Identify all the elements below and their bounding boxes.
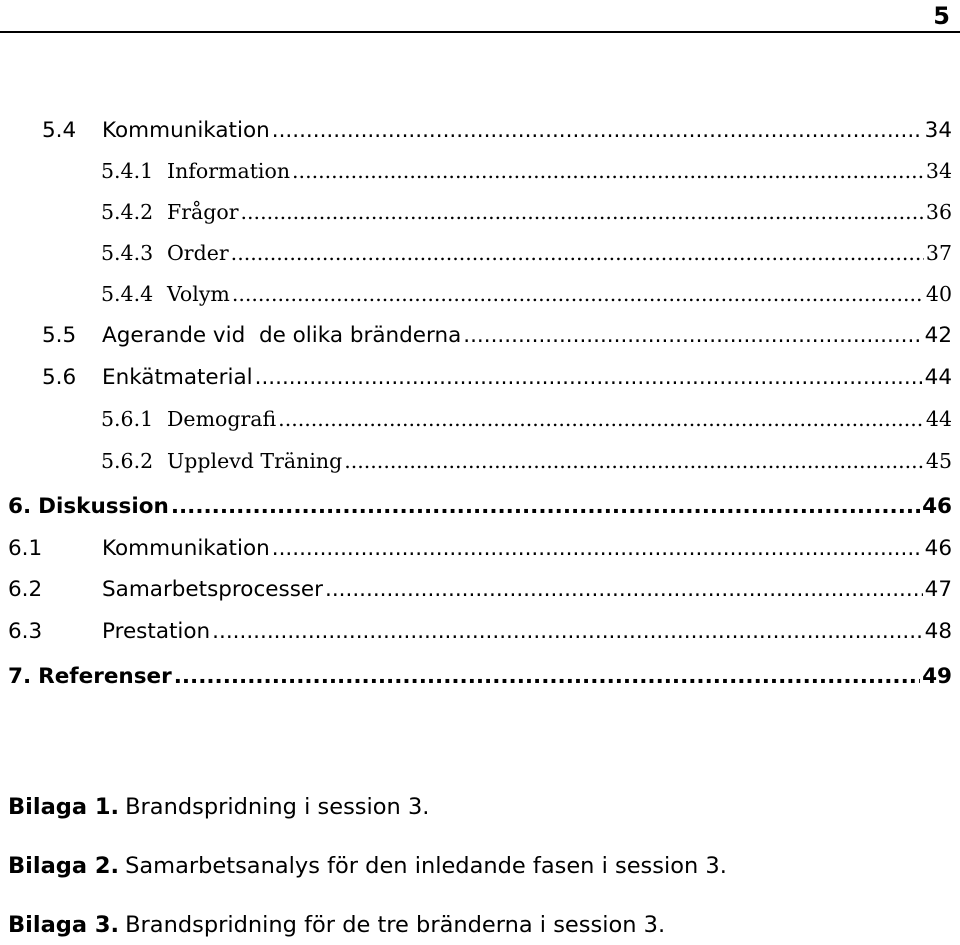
toc-entry-5-4[interactable] [42, 110, 952, 151]
toc-entry-page: 42 [924, 323, 952, 348]
toc-entry-number: 6. [8, 494, 32, 519]
toc-entry-title: Referenser [38, 664, 172, 689]
dot-leader [463, 315, 922, 356]
toc-entry-5-4-2[interactable] [101, 192, 952, 233]
toc-entry-page: 36 [925, 200, 952, 224]
toc-entry-page: 47 [924, 577, 952, 602]
toc-entry-5-4-4[interactable] [101, 274, 952, 315]
toc-entry-page: 46 [922, 494, 952, 519]
appendix-text: Brandspridning i session 3. [125, 794, 430, 820]
toc-entry-number: 5.4.3 [101, 241, 154, 265]
toc-entry-number: 6.1 [8, 536, 43, 561]
toc-entry-page: 45 [925, 449, 952, 473]
toc-entry-5-5[interactable] [42, 315, 952, 356]
toc-entry-title: Enkätmaterial [102, 365, 253, 390]
toc-entry-number: 5.4.1 [101, 159, 154, 183]
dot-leader [171, 486, 920, 527]
toc-entry-5-6-2[interactable] [101, 441, 952, 482]
dot-leader [272, 528, 923, 569]
appendix-1 [8, 794, 429, 820]
toc-entry-number: 5.6.1 [101, 407, 154, 431]
dot-leader [292, 151, 924, 192]
dot-leader [272, 110, 923, 151]
toc-entry-title: Kommunikation [102, 536, 270, 561]
dot-leader [278, 399, 924, 440]
dot-leader [255, 357, 923, 398]
dot-leader [325, 569, 923, 610]
toc-entry-title: Agerande vid de olika bränderna [102, 323, 462, 348]
toc-entry-page: 40 [925, 282, 952, 306]
toc-entry-title: Samarbetsprocesser [102, 577, 323, 602]
dot-leader [231, 233, 924, 274]
toc-entry-6[interactable] [8, 486, 952, 527]
toc-entry-7[interactable] [8, 656, 952, 697]
toc-entry-title: Frågor [167, 200, 239, 224]
toc-entry-page: 34 [925, 159, 952, 183]
toc-entry-title: Kommunikation [102, 118, 270, 143]
appendix-text: Brandspridning för de tre bränderna i session 3. [125, 912, 666, 938]
appendix-label: Bilaga 1. [8, 794, 120, 820]
toc-entry-title: Information [167, 159, 291, 183]
appendix-label: Bilaga 3. [8, 912, 120, 938]
header-rule [0, 31, 960, 33]
toc-entry-5-6[interactable] [42, 357, 952, 398]
toc-entry-page: 37 [925, 241, 952, 265]
toc-entry-number: 5.4.2 [101, 200, 154, 224]
toc-entry-title: Prestation [102, 619, 211, 644]
appendix-label: Bilaga 2. [8, 853, 120, 879]
toc-entry-page: 46 [924, 536, 952, 561]
appendix-text: Samarbetsanalys för den inledande fasen i session 3. [125, 853, 727, 879]
appendix-3 [8, 912, 665, 938]
appendix-2 [8, 853, 727, 879]
dot-leader [232, 274, 924, 315]
toc-entry-5-4-1[interactable] [101, 151, 952, 192]
dot-leader [212, 611, 922, 652]
toc-entry-number: 7. [8, 664, 32, 689]
toc-entry-6-3[interactable] [8, 611, 952, 652]
toc-entry-number: 5.4 [42, 118, 77, 143]
toc-entry-5-6-1[interactable] [101, 399, 952, 440]
toc-entry-page: 48 [924, 619, 952, 644]
dot-leader [241, 192, 924, 233]
toc-entry-number: 5.6.2 [101, 449, 154, 473]
toc-entry-page: 34 [924, 118, 952, 143]
dot-leader [174, 656, 920, 697]
dot-leader [344, 441, 924, 482]
page-number: 5 [933, 2, 950, 30]
toc-entry-number: 6.2 [8, 577, 43, 602]
toc-entry-page: 44 [925, 407, 952, 431]
toc-entry-title: Order [167, 241, 229, 265]
toc-entry-number: 5.4.4 [101, 282, 154, 306]
toc-entry-5-4-3[interactable] [101, 233, 952, 274]
toc-entry-title: Volym [167, 282, 230, 306]
toc-entry-title: Upplevd Träning [167, 449, 343, 473]
toc-entry-title: Diskussion [38, 494, 169, 519]
toc-entry-6-1[interactable] [8, 528, 952, 569]
toc-entry-page: 49 [922, 664, 952, 689]
toc-entry-number: 5.5 [42, 323, 77, 348]
toc-entry-page: 44 [924, 365, 952, 390]
toc-entry-6-2[interactable] [8, 569, 952, 610]
toc-entry-number: 5.6 [42, 365, 77, 390]
toc-entry-number: 6.3 [8, 619, 43, 644]
toc-entry-title: Demografi [167, 407, 277, 431]
